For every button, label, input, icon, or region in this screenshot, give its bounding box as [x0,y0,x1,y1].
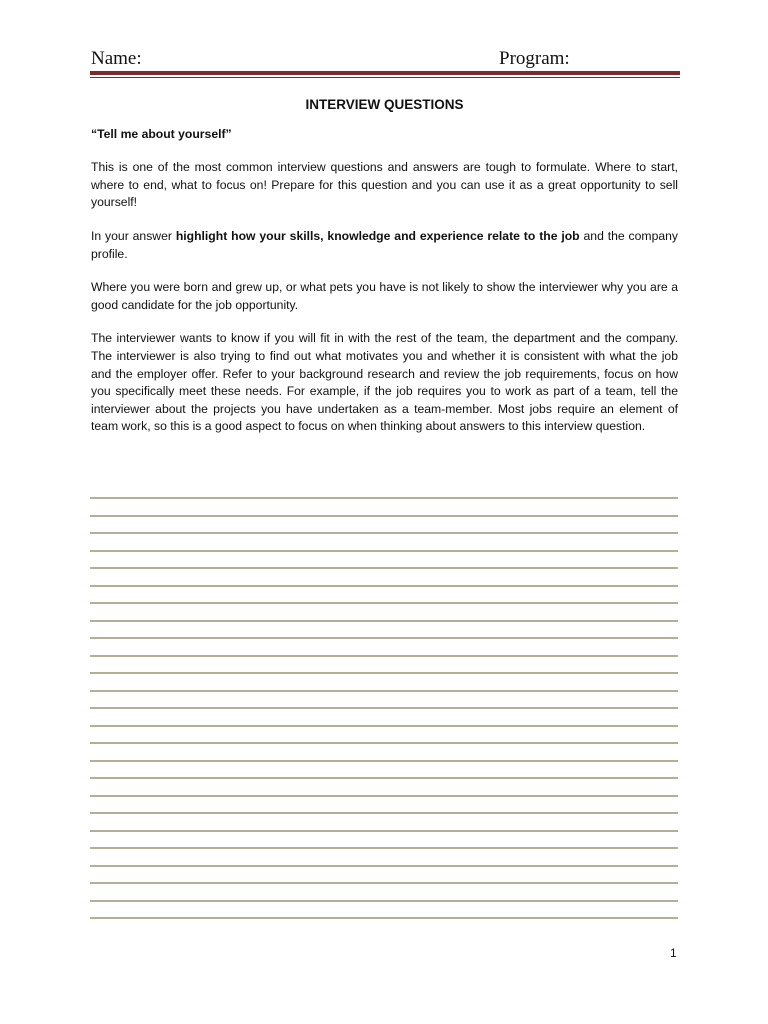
answer-line [90,900,678,902]
answer-line [90,602,678,604]
paragraph-intro: This is one of the most common interview questions and answers are tough to formulate. Where to start, where to end, what to focus on! Prepare for this question and you can use it as a great opportunity to sell yourself! [91,160,678,210]
answer-line [90,742,678,744]
page-number: 1 [670,946,677,960]
answer-line [90,620,678,622]
answer-lines [90,497,678,935]
answer-line [90,567,678,569]
answer-line [90,532,678,534]
answer-line [90,865,678,867]
answer-line [90,655,678,657]
answer-line [90,847,678,849]
answer-line [90,497,678,499]
question-heading: “Tell me about yourself” [91,126,232,141]
answer-line [90,882,678,884]
paragraph-highlight-start: In your answer [91,228,176,243]
name-label: Name: [91,48,142,69]
paragraph-fit: The interviewer wants to know if you will fit in with the rest of the team, the department and the company. The interviewer is also trying to find out what motivates you and whether it is consistent with what the job and the employer offer. Refer to your background research and review the job requirements, focus on how you specifically meet these needs. For example, if the job requires you to work as part of a team, tell the interviewer about the projects you have undertaken as a team-member. Most jobs require an element of team work, so this is a good aspect to focus on when thinking about answers to this interview question. [91,331,678,434]
document-title: INTERVIEW QUESTIONS [305,97,464,112]
answer-line [90,830,678,832]
answer-line [90,760,678,762]
answer-line [90,795,678,797]
paragraph-highlight-bold: highlight how your skills, knowledge and experience relate to the job [175,228,580,243]
answer-line [90,725,678,727]
answer-line [90,917,678,919]
paragraph-highlight-end: and the company profile. [91,228,679,261]
header-rule-thin [90,77,680,78]
document-body [91,96,678,452]
answer-line [90,585,678,587]
page-header [90,46,680,72]
answer-line [90,707,678,709]
answer-line [90,777,678,779]
answer-line [90,672,678,674]
paragraph-highlight [91,228,678,263]
program-label: Program: [499,48,570,69]
answer-line [90,550,678,552]
header-rule-thick [90,71,680,75]
paragraph-background: Where you were born and grew up, or what pets you have is not likely to show the interviewer why you are a good candidate for the job opportunity. [91,280,678,312]
answer-line [90,637,678,639]
answer-line [90,515,678,517]
answer-line [90,812,678,814]
answer-line [90,690,678,692]
